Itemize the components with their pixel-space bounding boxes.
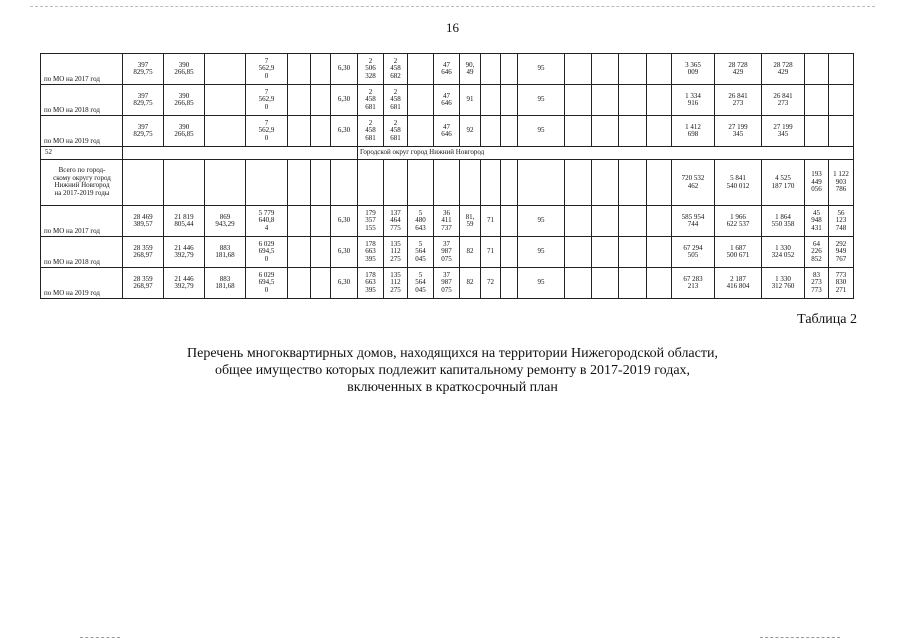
capital-repair-table: [40, 53, 854, 299]
table-cell: [501, 206, 518, 237]
table-cell: 28 359 268,97: [123, 268, 164, 299]
table-cell: 2 187 416 804: [715, 268, 762, 299]
table-cell: [311, 116, 331, 147]
table-cell: [501, 268, 518, 299]
table-2-label: Таблица 2: [797, 312, 857, 327]
page-number: 16: [446, 20, 459, 35]
table-cell: 47 646: [434, 54, 460, 85]
table-cell: 28 728 429: [762, 54, 805, 85]
table-cell: [647, 54, 672, 85]
table-cell: 5 480 643: [408, 206, 434, 237]
table-cell: 1 864 550 358: [762, 206, 805, 237]
table-cell: 95: [518, 116, 565, 147]
table-cell: 90, 49: [460, 54, 481, 85]
table-cell: [123, 160, 164, 206]
table-cell: 397 829,75: [123, 85, 164, 116]
table-cell: [288, 268, 311, 299]
scan-edge-mark: [760, 637, 840, 638]
table-cell: [501, 160, 518, 206]
table-cell: [434, 160, 460, 206]
table-cell: [311, 237, 331, 268]
table-cell: 720 532 462: [672, 160, 715, 206]
section-name: Городской округ город Нижний Новгород: [358, 147, 854, 160]
table-cell: 5 564 045: [408, 237, 434, 268]
table-cell: [311, 54, 331, 85]
table-cell: [592, 54, 619, 85]
row-label: по МО на 2019 год: [41, 116, 123, 147]
table-cell: 6,30: [331, 85, 358, 116]
row-label: по МО на 2017 год: [41, 206, 123, 237]
row-label: по МО на 2017 год: [41, 54, 123, 85]
table-cell: 1 412 698: [672, 116, 715, 147]
table-cell: 6,30: [331, 237, 358, 268]
table-cell: [619, 54, 647, 85]
table-cell: 6 029 694,5 0: [246, 237, 288, 268]
table-cell: [205, 85, 246, 116]
table-cell: [565, 206, 592, 237]
scan-edge-mark: [80, 637, 120, 638]
table-cell: 72: [481, 268, 501, 299]
table-cell: [501, 54, 518, 85]
table-cell: [829, 85, 854, 116]
row-label: по МО на 2019 год: [41, 268, 123, 299]
table-cell: [805, 54, 829, 85]
table-cell: [205, 54, 246, 85]
table-cell: [565, 54, 592, 85]
table-cell: 82: [460, 237, 481, 268]
table-cell: [592, 268, 619, 299]
table-cell: 179 357 155: [358, 206, 384, 237]
table-cell: [408, 85, 434, 116]
table-cell: 1 966 622 537: [715, 206, 762, 237]
table-cell: 397 829,75: [123, 116, 164, 147]
table-cell: 178 663 395: [358, 237, 384, 268]
table-cell: 95: [518, 237, 565, 268]
table-cell: 27 199 345: [715, 116, 762, 147]
table-cell: [384, 160, 408, 206]
table-cell: 3 365 009: [672, 54, 715, 85]
table-cell: 137 464 775: [384, 206, 408, 237]
table-cell: [565, 237, 592, 268]
table-cell: [205, 116, 246, 147]
table-cell: 28 728 429: [715, 54, 762, 85]
table-cell: [481, 116, 501, 147]
table-cell: 28 469 389,57: [123, 206, 164, 237]
table-cell: [311, 160, 331, 206]
table-cell: 71: [481, 206, 501, 237]
table-cell: [805, 85, 829, 116]
table-cell: 2 458 681: [358, 116, 384, 147]
table-cell: 5 564 045: [408, 268, 434, 299]
table-cell: 1 330 312 760: [762, 268, 805, 299]
table-cell: 135 112 275: [384, 268, 408, 299]
table-cell: 47 646: [434, 85, 460, 116]
table-cell: [829, 54, 854, 85]
table-cell: [619, 116, 647, 147]
table-cell: [619, 268, 647, 299]
table-cell: 67 294 505: [672, 237, 715, 268]
table-cell: 37 987 075: [434, 237, 460, 268]
table-cell: [805, 116, 829, 147]
table-cell: [205, 160, 246, 206]
table-row: [41, 54, 854, 85]
table-cell: 71: [481, 237, 501, 268]
table-cell: 64 226 852: [805, 237, 829, 268]
table-cell: 193 449 056: [805, 160, 829, 206]
caption-line-1: Перечень многоквартирных домов, находящихся на территории Нижегородской области,: [187, 346, 718, 361]
section-number: 52: [41, 147, 123, 160]
section-header-row: [41, 147, 854, 160]
table-cell: 28 359 268,97: [123, 237, 164, 268]
table-cell: 21 819 805,44: [164, 206, 205, 237]
table-cell: 585 954 744: [672, 206, 715, 237]
table-cell: [592, 237, 619, 268]
row-label: по МО на 2018 год: [41, 237, 123, 268]
table-cell: [592, 160, 619, 206]
table-cell: [408, 160, 434, 206]
table-cell: 135 112 275: [384, 237, 408, 268]
table-cell: [592, 206, 619, 237]
table-cell: [647, 268, 672, 299]
table-cell: 1 687 500 671: [715, 237, 762, 268]
table-cell: 36 411 737: [434, 206, 460, 237]
table-cell: 390 266,85: [164, 116, 205, 147]
table-cell: [829, 116, 854, 147]
scan-edge-line: [30, 6, 875, 7]
table-cell: [358, 160, 384, 206]
table-cell: [311, 85, 331, 116]
table-cell: [311, 206, 331, 237]
total-row: [41, 160, 854, 206]
table-cell: 883 181,68: [205, 237, 246, 268]
table-cell: [565, 268, 592, 299]
table-cell: [619, 206, 647, 237]
table-cell: 2 458 681: [358, 85, 384, 116]
table-cell: 56 123 748: [829, 206, 854, 237]
table-cell: 95: [518, 206, 565, 237]
row-label: Всего по город- скому округу город Нижний Новгород на 2017-2019 годы: [41, 160, 123, 206]
table-cell: 82: [460, 268, 481, 299]
table-cell: 2 506 328: [358, 54, 384, 85]
table-cell: 397 829,75: [123, 54, 164, 85]
table-cell: 92: [460, 116, 481, 147]
table-cell: [647, 237, 672, 268]
table-cell: 6,30: [331, 54, 358, 85]
table-cell: [518, 160, 565, 206]
table-cell: 1 122 903 786: [829, 160, 854, 206]
table-cell: [647, 116, 672, 147]
table-cell: 2 458 682: [384, 54, 408, 85]
table-cell: [288, 206, 311, 237]
table-cell: 47 646: [434, 116, 460, 147]
table-cell: [565, 116, 592, 147]
table-cell: 95: [518, 54, 565, 85]
table-cell: [288, 85, 311, 116]
table-cell: [647, 85, 672, 116]
table-row: [41, 206, 854, 237]
table-cell: 292 949 767: [829, 237, 854, 268]
table-cell: [288, 160, 311, 206]
table-cell: [481, 85, 501, 116]
table-cell: 7 562,9 0: [246, 85, 288, 116]
table-cell: 390 266,85: [164, 85, 205, 116]
table-cell: 4 525 187 170: [762, 160, 805, 206]
caption-line-2: общее имущество которых подлежит капитальному ремонту в 2017-2019 годах,: [214, 363, 691, 378]
table-cell: [565, 160, 592, 206]
table-cell: 869 943,29: [205, 206, 246, 237]
table-cell: [481, 160, 501, 206]
table-cell: [246, 160, 288, 206]
table-cell: 6,30: [331, 116, 358, 147]
table-cell: 83 273 773: [805, 268, 829, 299]
table-cell: 27 199 345: [762, 116, 805, 147]
table-cell: [501, 85, 518, 116]
table-cell: [408, 116, 434, 147]
caption-line-3: включенных в краткосрочный план: [347, 380, 558, 395]
table-cell: [647, 160, 672, 206]
section-blank-cell: [123, 147, 358, 160]
table-cell: [565, 85, 592, 116]
table-cell: [288, 116, 311, 147]
table-cell: 26 841 273: [762, 85, 805, 116]
table-cell: 67 283 213: [672, 268, 715, 299]
table-cell: [619, 85, 647, 116]
table-row: [41, 116, 854, 147]
table-cell: [619, 237, 647, 268]
table-cell: [619, 160, 647, 206]
table-cell: 2 458 681: [384, 116, 408, 147]
table-cell: 91: [460, 85, 481, 116]
table-cell: [164, 160, 205, 206]
table-cell: 6,30: [331, 268, 358, 299]
table-cell: 6 029 694,5 0: [246, 268, 288, 299]
row-label: по МО на 2018 год: [41, 85, 123, 116]
table-cell: [481, 54, 501, 85]
table-cell: 45 948 431: [805, 206, 829, 237]
table-cell: 6,30: [331, 206, 358, 237]
table-cell: [647, 206, 672, 237]
table-2-caption: [0, 345, 905, 396]
table-cell: 26 841 273: [715, 85, 762, 116]
table-cell: 5 779 640,8 4: [246, 206, 288, 237]
table-cell: [311, 268, 331, 299]
table-cell: 178 663 395: [358, 268, 384, 299]
table-cell: 95: [518, 85, 565, 116]
table-cell: 37 987 075: [434, 268, 460, 299]
table-row: [41, 85, 854, 116]
table-cell: 81, 59: [460, 206, 481, 237]
table-cell: [501, 237, 518, 268]
table-cell: 1 334 916: [672, 85, 715, 116]
table-cell: 5 841 540 012: [715, 160, 762, 206]
table-cell: 21 446 392,79: [164, 237, 205, 268]
table-cell: [501, 116, 518, 147]
table-cell: 7 562,9 0: [246, 54, 288, 85]
table-cell: 883 181,68: [205, 268, 246, 299]
table-cell: [460, 160, 481, 206]
table-row: [41, 237, 854, 268]
table-cell: [408, 54, 434, 85]
table-cell: [288, 54, 311, 85]
table-row: [41, 268, 854, 299]
table-cell: 1 330 324 052: [762, 237, 805, 268]
table-cell: 390 266,85: [164, 54, 205, 85]
table-cell: [288, 237, 311, 268]
table-cell: [592, 85, 619, 116]
table-cell: 7 562,9 0: [246, 116, 288, 147]
table-cell: [331, 160, 358, 206]
table-cell: 95: [518, 268, 565, 299]
table-cell: 21 446 392,79: [164, 268, 205, 299]
table-cell: 2 458 681: [384, 85, 408, 116]
table-cell: [592, 116, 619, 147]
table-cell: 773 830 271: [829, 268, 854, 299]
